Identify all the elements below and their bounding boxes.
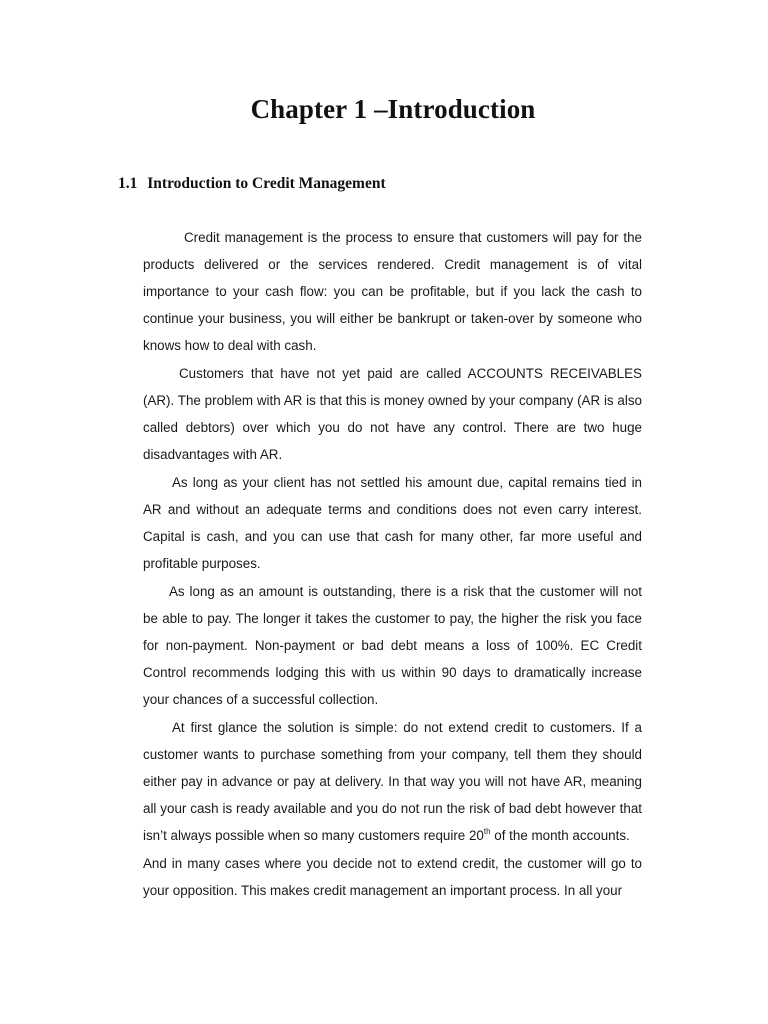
body-text <box>143 224 642 905</box>
paragraph-4: As long as an amount is outstanding, there is a risk that the customer will not be able to pay. The longer it takes the customer to pay, the higher the risk you face for non-payment. Non-payment or bad debt means a loss of 100%. EC Credit Control recommends lodging this with us within 90 days to dramatically increase your chances of a successful collection. <box>143 584 642 707</box>
paragraph-3: As long as your client has not settled his amount due, capital remains tied in AR and without an adequate terms and conditions does not even carry interest. Capital is cash, and you can use that cash for many other, far more useful and profitable purposes. <box>143 475 642 571</box>
paragraph-6: And in many cases where you decide not to extend credit, the customer will go to your opposition. This makes credit management an important process. In all your <box>143 856 642 898</box>
paragraph-2: Customers that have not yet paid are called ACCOUNTS RECEIVABLES (AR). The problem with AR is that this is money owned by your company (AR is also called debtors) over which you do not have any control. There are two huge disadvantages with AR. <box>143 366 642 462</box>
paragraph-5-end: of the month accounts. <box>490 828 630 843</box>
ordinal-suffix: th <box>483 827 491 836</box>
chapter-title: Chapter 1 –Introduction <box>250 94 536 124</box>
section-number: 1.1 <box>118 175 138 192</box>
paragraph-1: Credit management is the process to ensure that customers will pay for the products delivered or the services rendered. Credit management is of vital importance to your cash flow: you can be profitable, but if you lack the cash to continue your business, you will either be bankrupt or taken-over by someone who knows how to deal with cash. <box>143 230 642 353</box>
section-heading <box>118 175 386 193</box>
paragraph-5-text: At first glance the solution is simple: do not extend credit to customers. If a customer wants to purchase something from your company, tell them they should either pay in advance or pay at delivery. In that way you will not have AR, meaning all your cash is ready available and you do not run the risk of bad debt however that isn’t always possible when so many customers require 20 <box>143 720 642 843</box>
paragraph-5 <box>143 714 642 850</box>
section-title: Introduction to Credit Management <box>147 175 386 192</box>
